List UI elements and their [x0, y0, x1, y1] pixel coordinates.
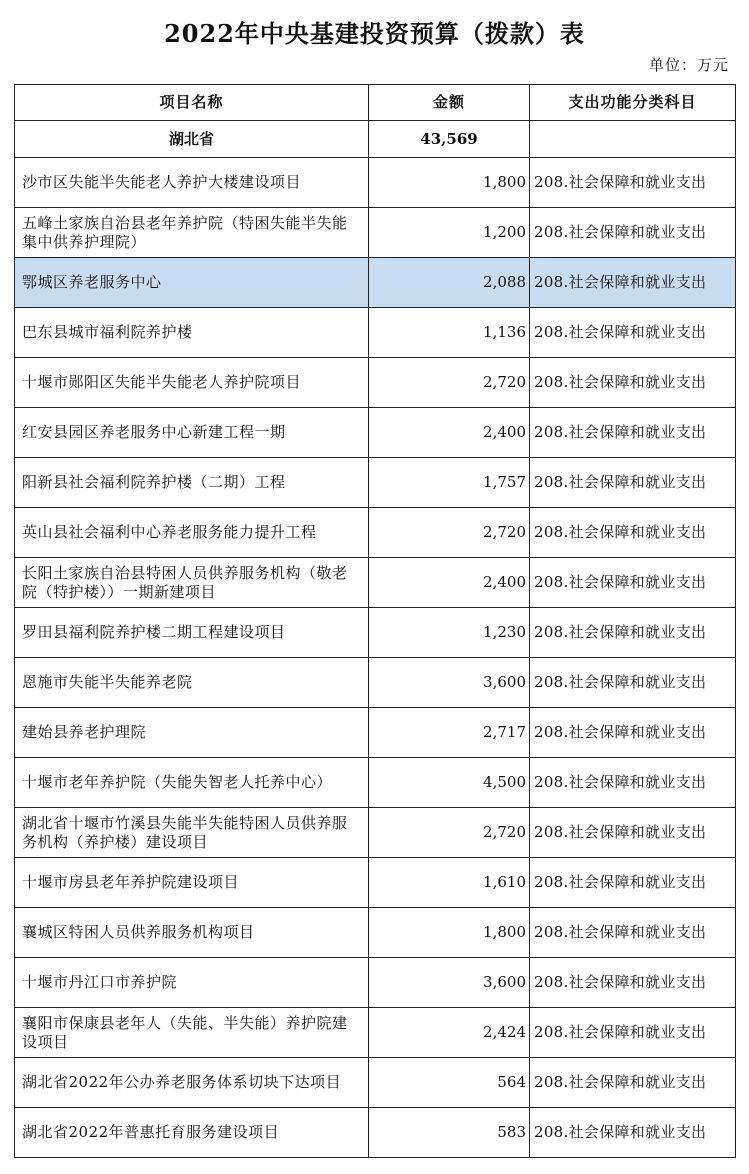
budget-table: [14, 84, 736, 1158]
amount-cell: 1,800: [369, 158, 530, 208]
amount-cell: 1,230: [369, 608, 530, 658]
category-cell: 208.社会保障和就业支出: [530, 708, 736, 758]
amount-cell: 1,757: [369, 458, 530, 508]
amount-cell: 2,720: [369, 508, 530, 558]
category-cell: 208.社会保障和就业支出: [530, 258, 736, 308]
project-name-cell: 鄂城区养老服务中心: [15, 258, 369, 308]
table-row: [15, 158, 736, 208]
category-cell: 208.社会保障和就业支出: [530, 758, 736, 808]
project-name-cell: 五峰土家族自治县老年养护院（特困失能半失能集中供养护理院）: [15, 208, 369, 258]
province-name: 湖北省: [15, 121, 369, 158]
category-cell: 208.社会保障和就业支出: [530, 358, 736, 408]
column-header-category: 支出功能分类科目: [530, 85, 736, 121]
province-amount: 43,569: [369, 121, 530, 158]
table-row: [15, 658, 736, 708]
category-cell: 208.社会保障和就业支出: [530, 508, 736, 558]
category-cell: 208.社会保障和就业支出: [530, 908, 736, 958]
category-cell: 208.社会保障和就业支出: [530, 458, 736, 508]
table-row: [15, 408, 736, 458]
amount-cell: 1,610: [369, 858, 530, 908]
category-cell: 208.社会保障和就业支出: [530, 808, 736, 858]
project-name-cell: 十堰市房县老年养护院建设项目: [15, 858, 369, 908]
table-row: [15, 608, 736, 658]
project-name-cell: 建始县养老护理院: [15, 708, 369, 758]
category-cell: 208.社会保障和就业支出: [530, 408, 736, 458]
table-row: [15, 858, 736, 908]
table-row: [15, 958, 736, 1008]
table-row: [15, 1008, 736, 1058]
amount-cell: 2,088: [369, 258, 530, 308]
amount-cell: 2,717: [369, 708, 530, 758]
table-row: [15, 208, 736, 258]
category-cell: 208.社会保障和就业支出: [530, 1008, 736, 1058]
unit-label: 单位：万元: [648, 56, 729, 74]
table-row: [15, 308, 736, 358]
project-name-cell: 长阳土家族自治县特困人员供养服务机构（敬老院（特护楼））一期新建项目: [15, 558, 369, 608]
province-total-row: [15, 121, 736, 158]
amount-cell: 2,720: [369, 808, 530, 858]
amount-cell: 4,500: [369, 758, 530, 808]
project-name-cell: 阳新县社会福利院养护楼（二期）工程: [15, 458, 369, 508]
project-name-cell: 恩施市失能半失能养老院: [15, 658, 369, 708]
category-cell: 208.社会保障和就业支出: [530, 608, 736, 658]
table-row: [15, 458, 736, 508]
amount-cell: 1,136: [369, 308, 530, 358]
category-cell: 208.社会保障和就业支出: [530, 958, 736, 1008]
project-name-cell: 沙市区失能半失能老人养护大楼建设项目: [15, 158, 369, 208]
project-name-cell: 巴东县城市福利院养护楼: [15, 308, 369, 358]
project-name-cell: 罗田县福利院养护楼二期工程建设项目: [15, 608, 369, 658]
category-cell: 208.社会保障和就业支出: [530, 558, 736, 608]
project-name-cell: 湖北省2022年普惠托育服务建设项目: [15, 1108, 369, 1158]
project-name-cell: 红安县园区养老服务中心新建工程一期: [15, 408, 369, 458]
table-row: [15, 808, 736, 858]
amount-cell: 2,424: [369, 1008, 530, 1058]
amount-cell: 2,400: [369, 408, 530, 458]
table-header-row: [15, 85, 736, 121]
table-row: [15, 558, 736, 608]
table-row: [15, 508, 736, 558]
category-cell: 208.社会保障和就业支出: [530, 658, 736, 708]
category-cell: 208.社会保障和就业支出: [530, 158, 736, 208]
amount-cell: 2,400: [369, 558, 530, 608]
project-name-cell: 十堰市丹江口市养护院: [15, 958, 369, 1008]
category-cell: 208.社会保障和就业支出: [530, 208, 736, 258]
column-header-name: 项目名称: [15, 85, 369, 121]
project-name-cell: 十堰市郧阳区失能半失能老人养护院项目: [15, 358, 369, 408]
amount-cell: 3,600: [369, 658, 530, 708]
amount-cell: 583: [369, 1108, 530, 1158]
amount-cell: 3,600: [369, 958, 530, 1008]
table-row: [15, 1108, 736, 1158]
category-cell: 208.社会保障和就业支出: [530, 308, 736, 358]
amount-cell: 564: [369, 1058, 530, 1108]
province-category: [530, 121, 736, 158]
page-title: 2022年中央基建投资预算（拨款）表: [164, 19, 585, 48]
project-name-cell: 英山县社会福利中心养老服务能力提升工程: [15, 508, 369, 558]
table-row: [15, 708, 736, 758]
table-row: [15, 358, 736, 408]
amount-cell: 1,200: [369, 208, 530, 258]
category-cell: 208.社会保障和就业支出: [530, 1108, 736, 1158]
amount-cell: 2,720: [369, 358, 530, 408]
table-row: [15, 758, 736, 808]
table-row: [15, 1058, 736, 1108]
project-name-cell: 湖北省十堰市竹溪县失能半失能特困人员供养服务机构（养护楼）建设项目: [15, 808, 369, 858]
table-row: [15, 908, 736, 958]
column-header-amount: 金额: [369, 85, 530, 121]
category-cell: 208.社会保障和就业支出: [530, 858, 736, 908]
project-name-cell: 襄阳市保康县老年人（失能、半失能）养护院建设项目: [15, 1008, 369, 1058]
category-cell: 208.社会保障和就业支出: [530, 1058, 736, 1108]
table-row: [15, 258, 736, 308]
project-name-cell: 湖北省2022年公办养老服务体系切块下达项目: [15, 1058, 369, 1108]
project-name-cell: 襄城区特困人员供养服务机构项目: [15, 908, 369, 958]
project-name-cell: 十堰市老年养护院（失能失智老人托养中心）: [15, 758, 369, 808]
amount-cell: 1,800: [369, 908, 530, 958]
